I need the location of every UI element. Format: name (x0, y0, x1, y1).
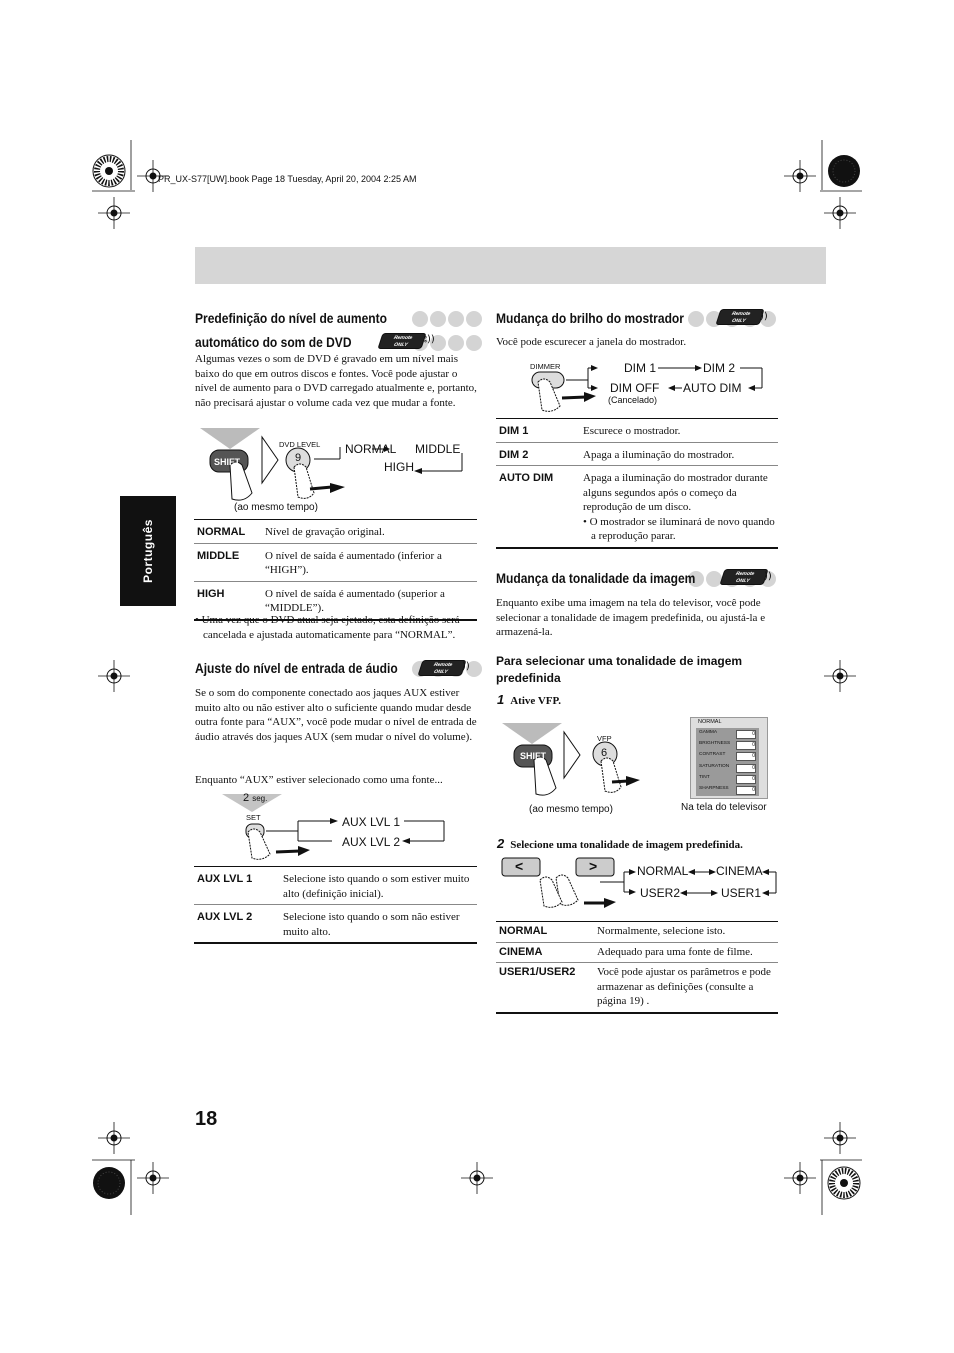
table-key: DIM 2 (496, 442, 580, 466)
remote-only-badge: Remote ONLY (417, 660, 466, 676)
table-row (194, 867, 477, 905)
tv-screen (690, 717, 768, 799)
set-button-label[interactable]: SET (246, 813, 261, 822)
dim-opt-off: DIM OFF (610, 381, 660, 395)
tv-row: SHARPNESS 0 (699, 785, 755, 793)
aux-level-title: Ajuste do nível de entrada de áudio (195, 660, 398, 676)
tone-opt-user2: USER2 (640, 886, 681, 900)
remote-only-badge: Remote ONLY (377, 333, 426, 349)
table-row (194, 520, 477, 544)
dvd-level-intro: Algumas vezes o som de DVD é gravado em um nível mais baixo do que em outros discos e fontes. Você pode ajustar o nível de aumento para o DVD carregado atualmente e, portanto, não precisará ajustar o volume cada vez que mudar a fonte. (195, 353, 477, 409)
vfp-diagram (502, 720, 642, 805)
dvd-opt-middle: MIDDLE (415, 442, 461, 456)
aux-opt-2: AUX LVL 2 (342, 835, 401, 849)
top-banner (195, 247, 826, 284)
page-number: 18 (195, 1108, 218, 1130)
dvd-level-title-line1: Predefinição do nível de aumento (195, 310, 388, 326)
dimmer-title: Mudança do brilho do mostrador (496, 310, 684, 326)
remote-signal-icon: )) (764, 571, 772, 582)
table-row (496, 942, 778, 963)
language-tab (120, 496, 176, 606)
aux-opt-1: AUX LVL 1 (342, 815, 401, 829)
key-6[interactable]: 6 (601, 747, 608, 759)
picture-tone-table (496, 921, 778, 1014)
tv-screen-header: NORMAL (698, 719, 722, 725)
step-2: 2 Selecione uma tonalidade de imagem predefinida. (497, 836, 743, 851)
title-dots (412, 311, 482, 329)
table-key: CINEMA (496, 942, 594, 963)
tv-caption: Na tela do televisor (681, 802, 767, 813)
tv-row: SATURATION 0 (699, 763, 755, 771)
tv-row: GAMMA 0 (699, 730, 755, 737)
table-value: Apaga a iluminação do mostrador durante alguns segundos após o começo da reprodução de um disco. • O mostrador se iluminará de novo quando a reprodução parar. (580, 466, 778, 548)
picture-tone-subtitle: Para selecionar uma tonalidade de imagem predefinida (496, 654, 743, 685)
dvd-level-table (194, 519, 477, 621)
shift-key[interactable]: SHIFT (214, 457, 240, 467)
table-row (496, 466, 778, 548)
table-key: NORMAL (496, 922, 594, 943)
dim-opt-auto: AUTO DIM (683, 381, 742, 395)
remote-only-badge: Remote ONLY (715, 309, 764, 325)
dim-opt-2: DIM 2 (703, 361, 736, 375)
table-value: Você pode ajustar os parâmetros e pode armazenar as definições (consulte a página 19) . (594, 963, 778, 1013)
table-value: Escurece o mostrador. (580, 419, 778, 443)
right-arrow-key[interactable]: > (589, 858, 598, 874)
table-key: USER1/USER2 (496, 963, 594, 1013)
step-1: 1 Ative VFP. (497, 692, 561, 707)
shift-key[interactable]: SHIFT (520, 751, 546, 761)
table-key: DIM 1 (496, 419, 580, 443)
key-9[interactable]: 9 (295, 452, 302, 464)
dim-opt-1: DIM 1 (624, 361, 657, 375)
remote-signal-icon: )) (760, 311, 768, 322)
vfp-caption: (ao mesmo tempo) (529, 804, 613, 815)
dim-cancel-caption: (Cancelado) (608, 395, 658, 405)
dimmer-table (496, 418, 778, 549)
language-label: Português (141, 519, 155, 583)
table-value: Apaga a iluminação do mostrador. (580, 442, 778, 466)
table-key: AUTO DIM (496, 466, 580, 548)
dimmer-intro: Você pode escurecer a janela do mostrador. (496, 336, 687, 348)
table-row (194, 543, 477, 581)
tv-row: CONTRAST 0 (699, 752, 755, 760)
table-key: MIDDLE (194, 543, 262, 581)
tv-screen-rows (698, 730, 758, 797)
table-key: NORMAL (194, 520, 262, 544)
remote-signal-icon: ⦂)) (424, 334, 435, 345)
hold-seconds: 2 seg. (243, 792, 268, 804)
remote-only-badge: Remote ONLY (719, 569, 768, 585)
table-value: Selecione isto quando o som estiver muito alto (definição inicial). (280, 867, 477, 905)
remote-signal-icon: )) (462, 661, 470, 672)
dvd-level-caption: (ao mesmo tempo) (234, 502, 318, 513)
table-value: Nível de gravação original. (262, 520, 477, 544)
tone-opt-user1: USER1 (721, 886, 762, 900)
dvd-opt-high: HIGH (384, 460, 414, 474)
table-row (496, 419, 778, 443)
table-row (496, 442, 778, 466)
dvd-level-button-label: DVD LEVEL (279, 440, 321, 449)
table-row (194, 905, 477, 944)
table-value: Adequado para uma fonte de filme. (594, 942, 778, 963)
dvd-opt-normal: NORMAL (345, 442, 397, 456)
table-value: Normalmente, selecione isto. (594, 922, 778, 943)
table-note: • O mostrador se iluminará de novo quando a reprodução parar. (583, 515, 775, 542)
tone-opt-cinema: CINEMA (716, 864, 763, 878)
table-row (496, 963, 778, 1013)
file-info-header: PR_UX-S77[UW].book Page 18 Tuesday, April 20, 2004 2:25 AM (158, 174, 417, 184)
picture-tone-intro: Enquanto exibe uma imagem na tela do televisor, você pode selecionar a tonalidade de imagem predefinida, ou ajustá-la e armazená-la. (496, 597, 766, 638)
dimmer-button-label[interactable]: DIMMER (530, 362, 561, 371)
tv-row: BRIGHTNESS 0 (699, 741, 755, 749)
picture-tone-title: Mudança da tonalidade da imagem (496, 570, 696, 586)
tone-opt-normal: NORMAL (637, 864, 689, 878)
aux-level-intro: Se o som do componente conectado aos jaques AUX estiver muito alto ou não estiver alto o suficiente quando mudar desde outra fonte para “AUX”, você pode mudar o nível de entrada de áudio através dos jaques AUX (sem mudar o nível do volume). (195, 687, 477, 743)
aux-level-intro2: Enquanto “AUX” estiver selecionado como uma fonte... (195, 774, 443, 786)
table-key: HIGH (194, 581, 262, 620)
dvd-level-note: • Uma vez que o DVD atual seja ejetado, esta definição será cancelada e ajustada automaticamente para “NORMAL”. (195, 614, 460, 641)
left-arrow-key[interactable]: < (515, 858, 524, 874)
table-key: AUX LVL 1 (194, 867, 280, 905)
table-row (496, 922, 778, 943)
table-key: AUX LVL 2 (194, 905, 280, 944)
table-value: Selecione isto quando o som não estiver muito alto. (280, 905, 477, 944)
tv-row: TINT 0 (699, 774, 755, 782)
aux-level-table (194, 866, 477, 944)
vfp-button-label: VFP (597, 734, 612, 743)
table-value: O nível de saída é aumentado (inferior a “HIGH”). (262, 543, 477, 581)
dvd-level-title-line2: automático do som de DVD (195, 334, 352, 350)
table-value: O nível de saída é aumentado (superior a “MIDDLE”). (262, 581, 477, 620)
